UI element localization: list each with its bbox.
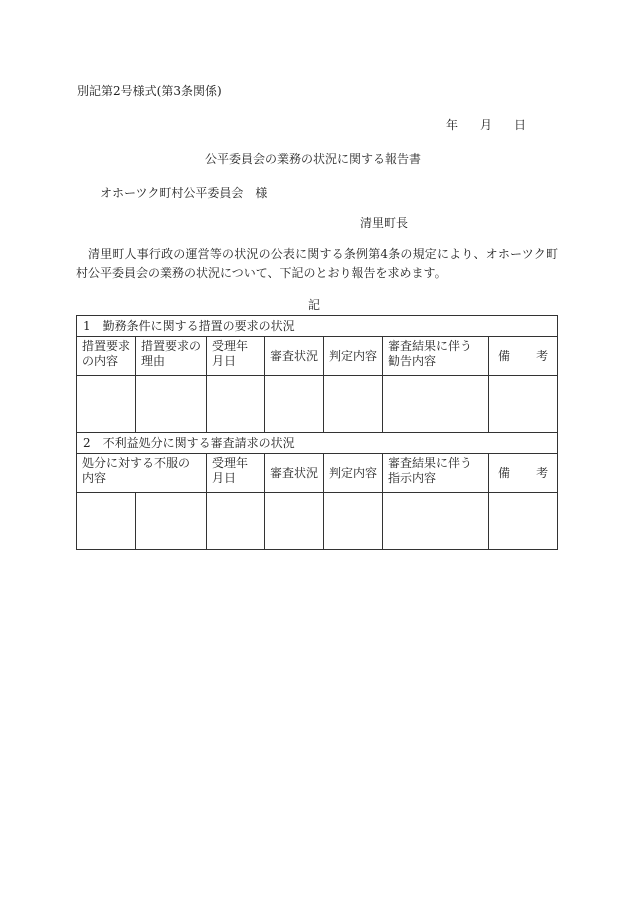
section1-header-cell: 判定内容 (324, 337, 383, 376)
section2-header-remarks (489, 454, 558, 493)
blank-cell (383, 493, 489, 550)
blank-cell (489, 376, 558, 433)
date-year: 年 (446, 118, 459, 132)
blank-cell (265, 376, 324, 433)
section2-blank-row (77, 493, 558, 550)
section1-header-remarks (489, 337, 558, 376)
section1-header-cell: 措置要求の内容 (77, 337, 136, 376)
section2-header-cell: 審査結果に伴う指示内容 (383, 454, 489, 493)
blank-cell (77, 493, 136, 550)
addressee: オホーツク町村公平委員会 様 (100, 186, 268, 200)
section1-header-row (77, 337, 558, 376)
section2-header-cell: 審査状況 (265, 454, 324, 493)
ki-label: 記 (308, 298, 321, 312)
date-month: 月 (480, 118, 493, 132)
sender: 清里町長 (360, 216, 409, 230)
section1-title-row (77, 316, 558, 337)
section2-header-cell: 判定内容 (324, 454, 383, 493)
section2-title: 2 不利益処分に関する審査請求の状況 (77, 433, 558, 454)
blank-cell (207, 376, 265, 433)
blank-cell (324, 493, 383, 550)
blank-cell (77, 376, 136, 433)
report-table (76, 315, 558, 550)
remarks-char-2: 考 (536, 465, 549, 480)
section2-header-row (77, 454, 558, 493)
blank-cell (207, 493, 265, 550)
body-text: 清里町人事行政の運営等の状況の公表に関する条例第4条の規定により、オホーツク町村公平委員会の業務の状況について、下記のとおり報告を求めます。 (76, 247, 558, 280)
section2-header-cell: 受理年月日 (207, 454, 265, 493)
remarks-label (494, 349, 552, 364)
blank-cell (136, 376, 207, 433)
date-line (446, 118, 526, 132)
form-number: 別記第2号様式(第3条関係) (77, 84, 222, 98)
remarks-char-2: 考 (536, 348, 549, 363)
section1-header-cell: 審査状況 (265, 337, 324, 376)
section1-header-cell: 措置要求の理由 (136, 337, 207, 376)
section1-header-cell: 審査結果に伴う勧告内容 (383, 337, 489, 376)
blank-cell (383, 376, 489, 433)
blank-cell (265, 493, 324, 550)
remarks-char-1: 備 (498, 465, 511, 480)
remarks-char-1: 備 (498, 348, 511, 363)
blank-cell (324, 376, 383, 433)
section1-title: 1 勤務条件に関する措置の要求の状況 (77, 316, 558, 337)
blank-cell (136, 493, 207, 550)
remarks-label (494, 466, 552, 481)
section2-header-cell: 処分に対する不服の内容 (77, 454, 207, 493)
section1-header-cell: 受理年月日 (207, 337, 265, 376)
section1-blank-row (77, 376, 558, 433)
blank-cell (489, 493, 558, 550)
date-day: 日 (514, 118, 527, 132)
section2-title-row (77, 433, 558, 454)
report-title: 公平委員会の業務の状況に関する報告書 (205, 152, 422, 166)
